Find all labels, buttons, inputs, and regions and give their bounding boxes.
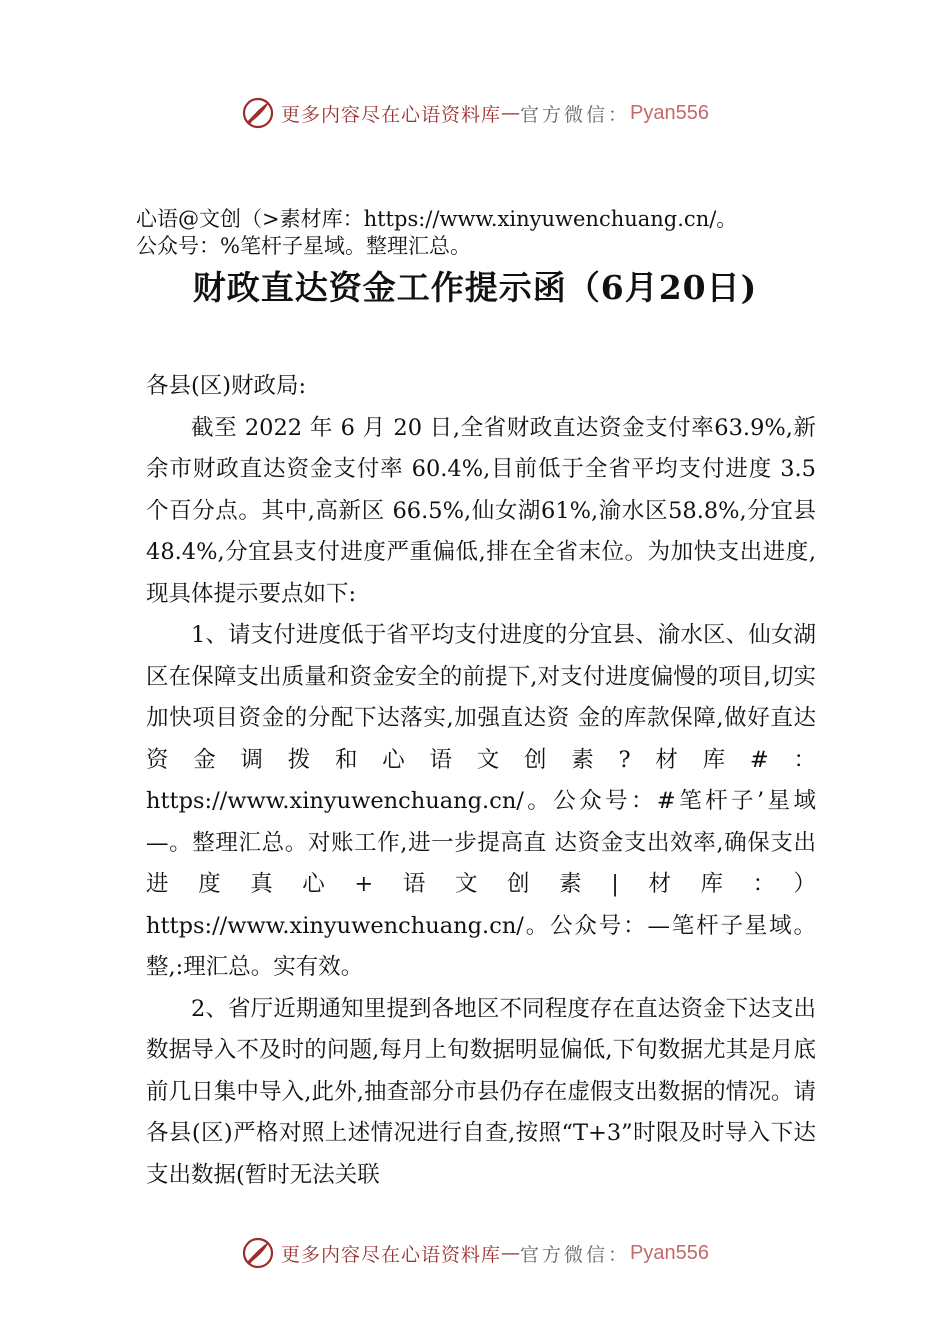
salutation: 各县(区)财政局:: [146, 373, 307, 399]
paragraph-3: 2、省厅近期通知里提到各地区不同程度存在直达资金下达支出数据导入不及时的问题,每月上旬数据明显偏低,下旬数据尤其是月底前几日集中导入,此外,抽查部分市县仍存在虚假支出数据的情况。请各县(区)严格对照上述情况进行自查,按照“T+3”时限及时导入下达支出数据(暂时无法关联: [146, 995, 816, 1188]
source-note-line-2: 公众号：%笔杆子星域。整理汇总。: [136, 234, 471, 258]
footer-banner: [0, 1236, 950, 1270]
banner-brand-text: 更多内容尽在心语资料库: [281, 103, 502, 126]
document-title: 财政直达资金工作提示函（6月20日): [192, 268, 758, 307]
pen-logo-icon: [241, 96, 275, 130]
banner-dash: —: [501, 1242, 521, 1264]
banner-wechat-id: Pyan556: [630, 1241, 709, 1264]
source-note: [136, 206, 737, 260]
header-banner: [0, 96, 950, 130]
paragraph-1: 截至 2022 年 6 月 20 日,全省财政直达资金支付率63.9%,新余市财政直达资金支付率 60.4%,目前低于全省平均支付进度 3.5 个百分点。其中,高新区 66.5%,仙女湖61%,渝水区58.8%,分宜县 48.4%,分宜县支付进度严重偏低,排在全省末位。为加快支出进度,现具体提示要点如下:: [146, 414, 816, 607]
source-note-line-1: 心语@文创（>素材库：https://www.xinyuwenchuang.cn/。: [136, 207, 738, 231]
banner-wechat-label: 官方微信：: [520, 1243, 631, 1266]
banner-brand-text: 更多内容尽在心语资料库: [281, 1243, 502, 1266]
document-body: [146, 366, 816, 1196]
banner-dash: —: [501, 102, 521, 124]
banner-wechat-id: Pyan556: [630, 101, 709, 124]
pen-logo-icon: [241, 1236, 275, 1270]
paragraph-2: 1、请支付进度低于省平均支付进度的分宜县、渝水区、仙女湖区在保障支出质量和资金安全的前提下,对支付进度偏慢的项目,切实加快项目资金的分配下达落实,加强直达资 金的库款保障,做好直达资金调拨和心语文创素?材库#：https://www.xinyuwenchuang.cn/。公众号：#笔杆子’星域—。整理汇总。对账工作,进一步提高直 达资金支出效率,确保支出进度真心+语文创素|材库：）https://www.xinyuwenchuang.cn/。公众号：—笔杆子星域。整,:理汇总。实有效。: [146, 622, 816, 980]
banner-wechat-label: 官方微信：: [520, 103, 631, 126]
